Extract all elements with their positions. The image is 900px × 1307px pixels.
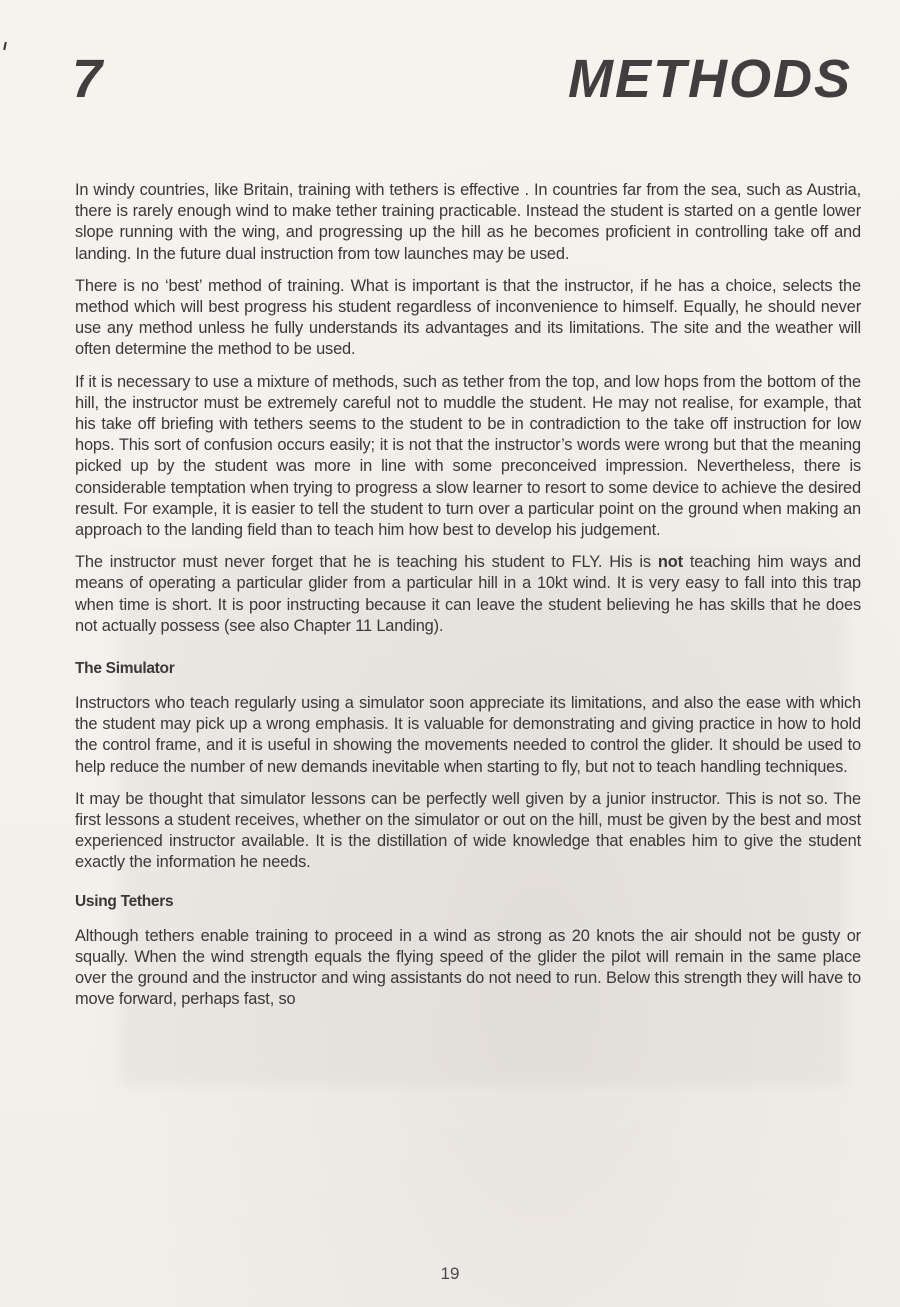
paragraph-windy-countries: In windy countries, like Britain, training with tethers is effective . In countries far from the sea, such as Austria, there is rarely enough wind to make tether training practicable. Instead the student is started on a gentle lower slope running with the wing, and progressing up the hill as he becomes proficient in controlling take off and landing. In the future dual instruction from tow launches may be used. <box>75 181 861 263</box>
page-number: 19 <box>440 1264 460 1283</box>
chapter-title: METHODS <box>568 49 852 109</box>
paragraph-mixture-of-methods: If it is necessary to use a mixture of methods, such as tether from the top, and low hops from the bottom of the hill, the instructor must be extremely careful not to muddle the student. He may not realise, for example, that his take off briefing with tethers seems to the student to be in contradiction to the take off instruction for low hops. This sort of confusion occurs easily; it is not that the instructor’s words were wrong but that the meaning picked up by the student was more in line with some preconceived impression. Nevertheless, there is considerable temptation when trying to progress a slow learner to resort to some device to achieve the desired result. For example, it is easier to tell the student to turn over a particular point on the ground when making an approach to the landing field than to teach him how best to develop his judgement. <box>75 372 861 540</box>
section-heading-using-tethers: Using Tethers <box>75 892 174 910</box>
paragraph-tethers-wind: Although tethers enable training to proceed in a wind as strong as 20 knots the air should not be gusty or squally. When the wind strength equals the flying speed of the glider the pilot will remain in the same place over the ground and the instructor and wing assistants do not need to run. Below this strength they will have to move forward, perhaps fast, so <box>75 926 861 1009</box>
chapter-number: 7 <box>72 49 103 109</box>
paragraph-no-best-method: There is no ‘best’ method of training. What is important is that the instructor, if he has a choice, selects the method which will best progress his student regardless of inconvenience to himself. Equally, he should never use any method unless he fully understands its advantages and its limitations. The site and the weather will often determine the method to be used. <box>75 276 861 359</box>
fly-text-after: teaching him ways and means of operating a particular glider from a particular hill in a 10kt wind. It is very easy to fall into this trap when time is short. It is poor instructing because it can leave the student believing he has skills that he does not actually possess (see also Chapter 11 Landing). <box>75 553 861 635</box>
page-edge-mark <box>3 42 7 50</box>
section-heading-simulator: The Simulator <box>75 660 175 678</box>
fly-text-before: The instructor must never forget that he is teaching his student to FLY. His is <box>75 553 658 572</box>
fly-text-bold: not <box>657 553 683 572</box>
paragraph-teaching-to-fly <box>75 552 861 637</box>
paragraph-simulator-instructor: It may be thought that simulator lessons can be perfectly well given by a junior instructor. This is not so. The first lessons a student receives, whether on the simulator or out on the hill, must be given by the best and most experienced instructor available. It is the distillation of wide knowledge that enables him to give the student exactly the information he needs. <box>75 789 861 872</box>
paragraph-simulator-limitations: Instructors who teach regularly using a simulator soon appreciate its limitations, and also the ease with which the student may pick up a wrong emphasis. It is valuable for demonstrating and giving practice in how to hold the control frame, and it is useful in showing the movements needed to control the glider. It should be used to help reduce the number of new demands inevitable when starting to fly, but not to teach handling techniques. <box>75 694 861 776</box>
body-text <box>75 180 861 1022</box>
